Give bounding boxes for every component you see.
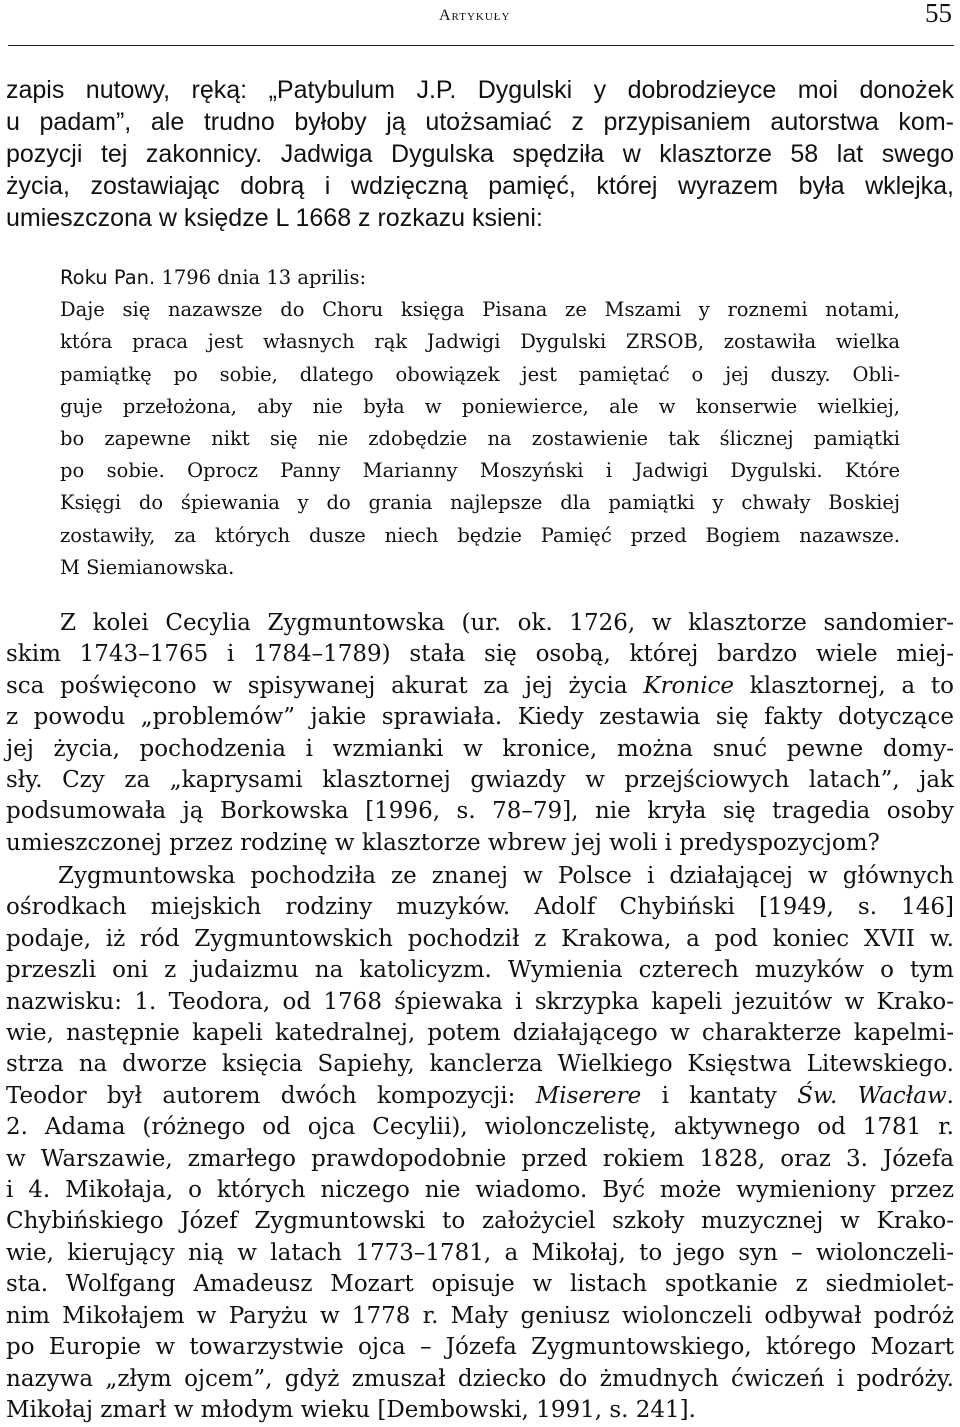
quote-line: bo zapewne nikt się nie zdobędzie na zostawienie tak ślicznej pamiątki — [60, 427, 900, 451]
text-fragment: klasztornej, a to — [734, 672, 954, 699]
text-line: sta. Wolfgang Amadeusz Mozart opisuje w listach spotkanie z siedmiolet- — [6, 1271, 954, 1298]
quote-line: Księgi do śpiewania y do grania najlepsze dla pamiątki y chwały Boskiej — [60, 491, 900, 515]
paragraph-intro — [6, 74, 954, 234]
header-rule — [8, 45, 954, 46]
text-line: umieszczonej przez rodzinę w klasztorze wbrew jej woli i predyspozycjom? — [6, 829, 880, 856]
text-line: wie, następnie kapeli katedralnej, potem działającego w charakterze kapelmi- — [6, 1020, 954, 1047]
quote-signature: M Siemianowska. — [60, 555, 235, 579]
quote-line: zostawiły, za których dusze niech będzie Pamięć przed Bogiem nazawsze. — [60, 523, 900, 547]
text-line: przeszli oni z judaizmu na katolicyzm. Wymienia czterech muzyków o tym — [6, 957, 954, 984]
quote-line: Daje się nazawsze do Choru księga Pisana ze Mszami y roznemi notami, — [60, 298, 900, 322]
text-line: umieszczona w księdze L 1668 z rozkazu ksieni: — [6, 204, 543, 232]
text-line: z powodu „problemów” jakie sprawiała. Kiedy zestawia się fakty dotyczące — [6, 704, 954, 731]
quote-line: guje przełożona, aby nie była w poniewierce, ale w konserwie wielkiej, — [60, 394, 900, 418]
text-line: 2. Adama (różnego od ojca Cecylii), wiolonczelistę, aktywnego od 1781 r. — [6, 1114, 954, 1141]
text-fragment: sca poświęcono w spisywanej akurat za jej życia — [6, 672, 644, 699]
quote-date-prefix: Roku Pan. — [60, 266, 156, 289]
text-line: Mikołaj zmarł w młodym wieku [Dembowski, 1991, s. 241]. — [6, 1396, 696, 1423]
quote-date: 1796 dnia 13 aprilis: — [155, 266, 367, 289]
text-line: nazywa „złym ojcem”, gdyż zmuszał dziecko do żmudnych ćwiczeń i podróży. — [6, 1365, 954, 1392]
text-line: Z kolei Cecylia Zygmuntowska (ur. ok. 1726, w klasztorze sandomier- — [60, 610, 954, 636]
italic-title: Miserere — [535, 1082, 642, 1109]
italic-title: Św. Wacław — [797, 1082, 947, 1109]
text-line: nim Mikołajem w Paryżu w 1778 r. Mały geniusz wiolonczeli odbywał podróż — [6, 1302, 954, 1329]
text-line: strza na dworze księcia Sapiehy, kanclerza Wielkiego Księstwa Litewskiego. — [6, 1051, 954, 1078]
page-number: 55 — [925, 0, 952, 28]
text-line: jej życia, pochodzenia i wzmianki w kronice, można snuć pewne domy- — [6, 735, 954, 762]
italic-title: Kronice — [643, 672, 735, 699]
quote-line: po sobie. Oprocz Panny Marianny Moszyński i Jadwigi Dygulski. Które — [60, 459, 900, 483]
quote-line — [60, 262, 900, 294]
quote-line: pamiątkę po sobie, dlatego obowiązek jest pamiętać o jej duszy. Obli- — [60, 362, 900, 386]
text-line: Chybińskiego Józef Zygmuntowski to założyciel szkoły muzycznej w Krako- — [6, 1208, 954, 1235]
quote-line: która praca jest własnych rąk Jadwigi Dygulski ZRSOB, zostawiła wielka — [60, 330, 900, 354]
text-line: ośrodkach miejskich rodziny muzyków. Adolf Chybiński [1949, s. 146] — [6, 894, 954, 921]
text-line — [6, 1081, 954, 1112]
text-line: zapis nutowy, ręką: „Patybulum J.P. Dygulski y dobrodzieyce moi donożek — [6, 76, 954, 104]
text-line: wie, kierujący nią w latach 1773–1781, a Mikołaj, to jego syn – wiolonczeli- — [6, 1239, 954, 1266]
text-fragment: . — [946, 1082, 954, 1109]
text-line: w Warszawie, zmarłego prawdopodobnie przed rokiem 1828, oraz 3. Józefa — [6, 1145, 954, 1172]
text-line: Zygmuntowska pochodziła ze znanej w Polsce i działającej w głównych — [58, 863, 954, 889]
running-head: Artykuły — [439, 7, 511, 24]
text-line: sły. Czy za „kaprysami klasztornej gwiazdy w przejściowych latach”, jak — [6, 767, 954, 794]
text-line: pozycji tej zakonnicy. Jadwiga Dygulska spędziła w klasztorze 58 lat swego — [6, 140, 954, 168]
text-fragment: Teodor był autorem dwóch kompozycji: — [6, 1082, 536, 1109]
text-line: życia, zostawiając dobrą i wdzięczną pamięć, której wyrazem była wklejka, — [6, 172, 954, 200]
text-line: podsumowała ją Borkowska [1996, s. 78–79], nie kryła się tragedia osoby — [6, 798, 954, 825]
page-header — [0, 0, 960, 48]
paragraph-cecylia — [6, 608, 954, 859]
text-line: i 4. Mikołaja, o których niczego nie wiadomo. Być może wymieniony przez — [6, 1177, 954, 1204]
text-line: nazwisku: 1. Teodora, od 1768 śpiewaka i skrzypka kapeli jezuitów w Krako- — [6, 988, 954, 1015]
text-line: u padam”, ale trudno byłoby ją utożsamiać z przypisaniem autorstwa kom- — [6, 108, 954, 136]
block-quote — [60, 262, 900, 584]
text-fragment: i kantaty — [641, 1082, 798, 1109]
text-line: skim 1743–1765 i 1784–1789) stała się osobą, której bardzo wiele miej- — [6, 641, 954, 668]
paragraph-family — [6, 861, 954, 1426]
text-line: podaje, iż ród Zygmuntowskich pochodził z Krakowa, a pod koniec XVII w. — [6, 925, 954, 952]
text-line: po Europie w towarzystwie ojca – Józefa Zygmuntowskiego, którego Mozart — [6, 1334, 954, 1361]
text-line — [6, 671, 954, 702]
